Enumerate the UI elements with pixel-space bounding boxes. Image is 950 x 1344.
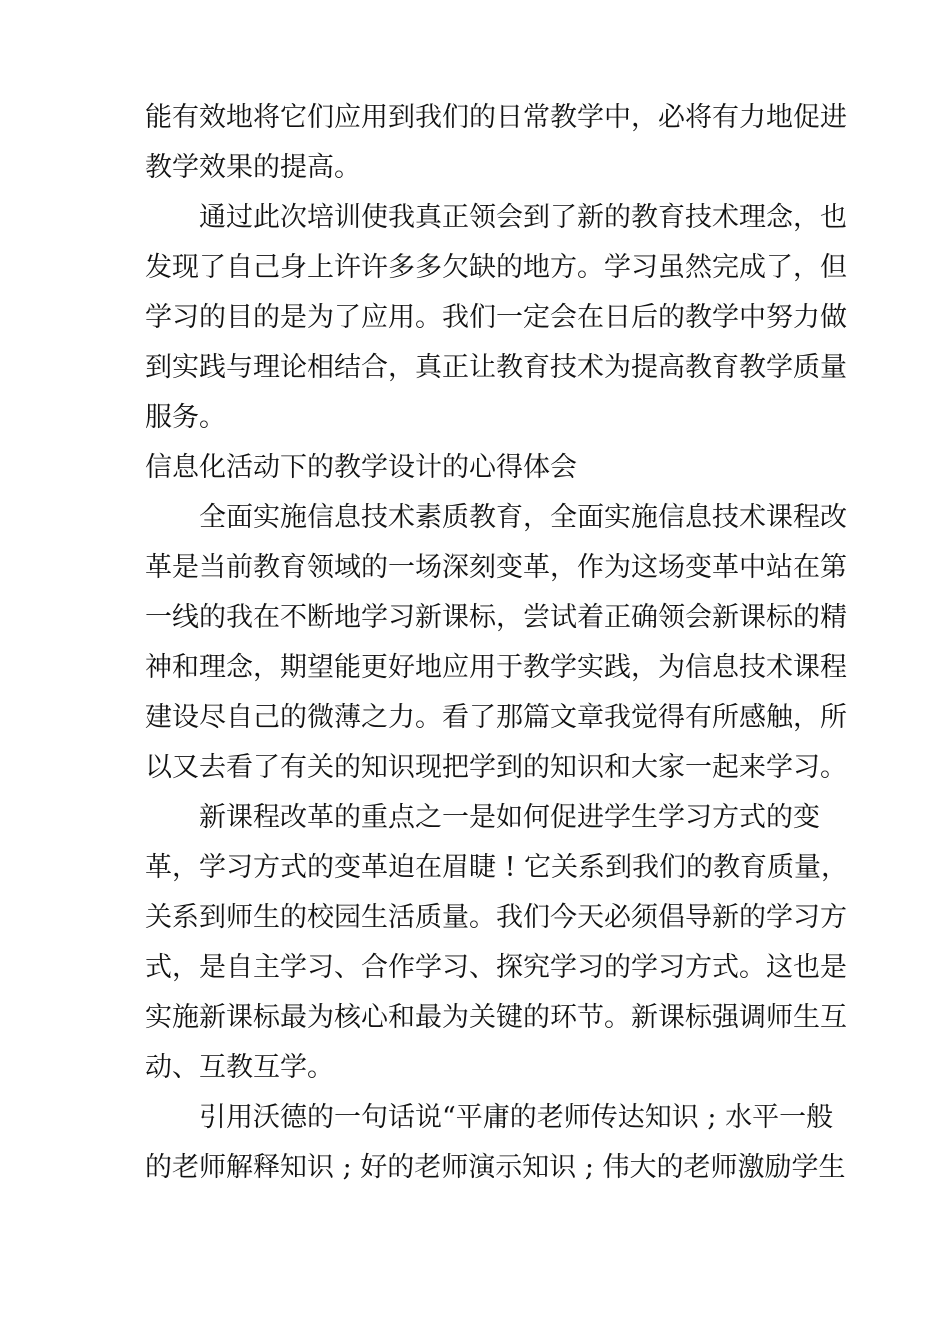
text-line: 革，学习方式的变革迫在眉睫 ! 它关系到我们的教育质量， — [145, 852, 849, 883]
text-line: 到实践与理论相结合，真正让教育技术为提高教育教学质量 — [145, 352, 847, 383]
text-line: 教学效果的提高。 — [145, 152, 361, 183]
text-line: 革是当前教育领域的一场深刻变革，作为这场变革中站在第 — [145, 552, 847, 583]
text-line: 建设尽自己的微薄之力。看了那篇文章我觉得有所感触，所 — [145, 702, 847, 733]
text-line: 一线的我在不断地学习新课标，尝试着正确领会新课标的精 — [145, 602, 847, 633]
text-line: 动、互教互学。 — [145, 1052, 334, 1083]
text-line: 学习的目的是为了应用。我们一定会在日后的教学中努力做 — [145, 302, 847, 333]
paragraph-first-line: 全面实施信息技术素质教育，全面实施信息技术课程改 — [199, 502, 847, 533]
paragraph-first-line: 引用沃德的一句话说“平庸的老师传达知识 ; 水平一般 — [199, 1102, 834, 1133]
text-line: 神和理念，期望能更好地应用于教学实践，为信息技术课程 — [145, 652, 847, 683]
text-line: 以又去看了有关的知识现把学到的知识和大家一起来学习。 — [145, 752, 847, 783]
text-line: 能有效地将它们应用到我们的日常教学中，必将有力地促进 — [145, 102, 847, 133]
text-line: 的老师解释知识 ; 好的老师演示知识 ; 伟大的老师激励学生 — [145, 1152, 846, 1183]
text-line: 实施新课标最为核心和最为关键的环节。新课标强调师生互 — [145, 1002, 847, 1033]
text-line: 发现了自己身上许许多多欠缺的地方。学习虽然完成了，但 — [145, 252, 847, 283]
text-line: 关系到师生的校园生活质量。我们今天必须倡导新的学习方 — [145, 902, 847, 933]
paragraph-first-line: 新课程改革的重点之一是如何促进学生学习方式的变 — [199, 802, 820, 833]
section-heading: 信息化活动下的教学设计的心得体会 — [145, 452, 577, 483]
text-line: 式，是自主学习、合作学习、探究学习的学习方式。这也是 — [145, 952, 847, 983]
paragraph-first-line: 通过此次培训使我真正领会到了新的教育技术理念，也 — [199, 202, 847, 233]
text-line: 服务。 — [145, 402, 226, 433]
